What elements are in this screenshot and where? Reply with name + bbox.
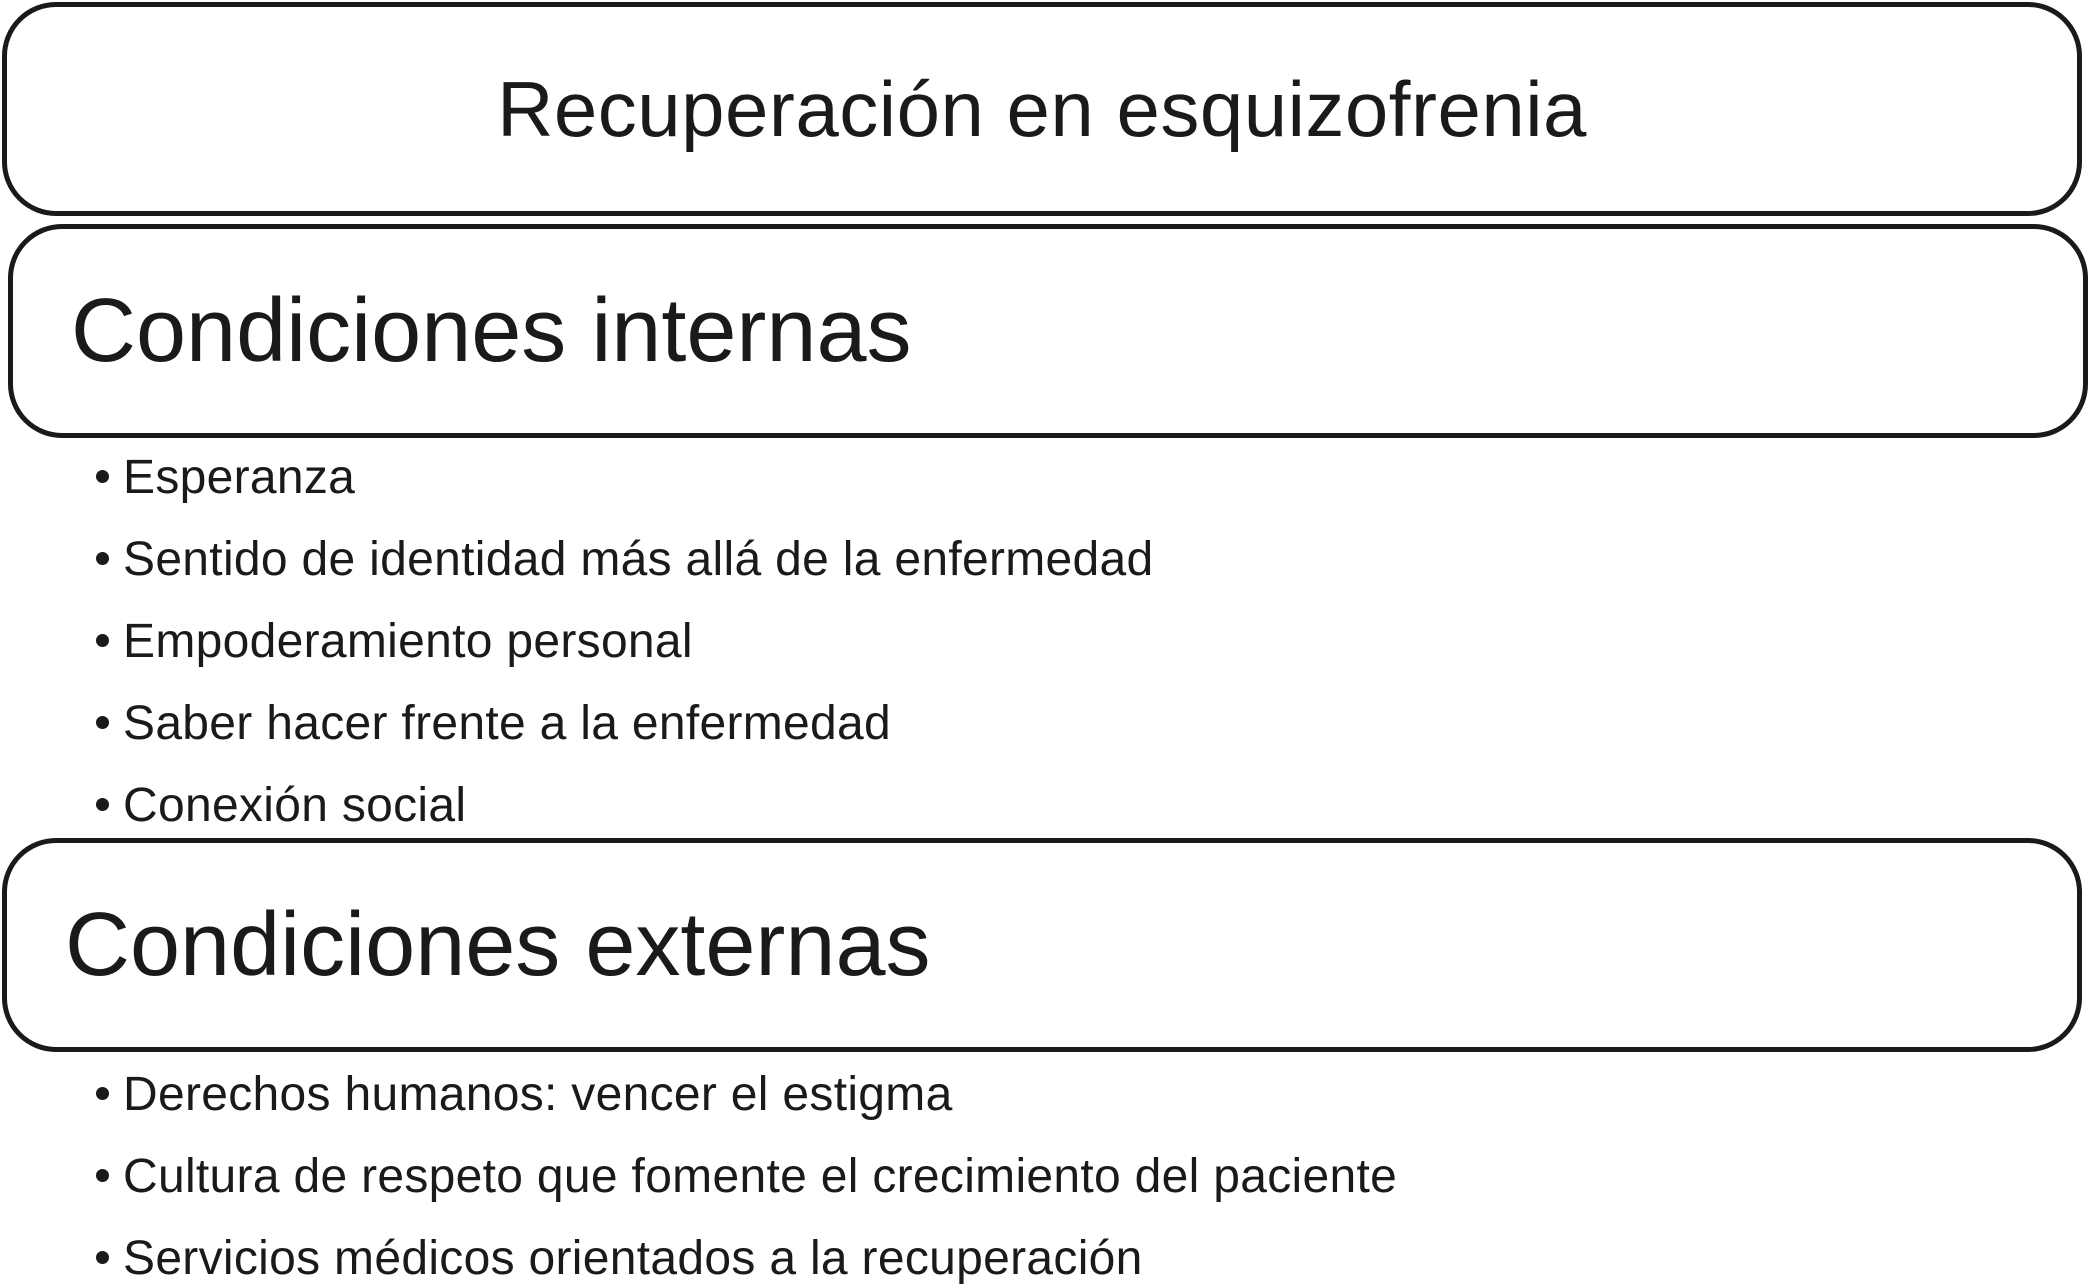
- bullet-icon: [96, 716, 109, 729]
- list-item: Conexión social: [96, 778, 466, 834]
- bullet-icon: [96, 634, 109, 647]
- list-item: Servicios médicos orientados a la recuperación: [96, 1231, 1143, 1287]
- internal-conditions-box: [8, 224, 2088, 438]
- title-box: [2, 2, 2082, 216]
- bullet-icon: [96, 1087, 109, 1100]
- list-item: Empoderamiento personal: [96, 614, 693, 670]
- internal-conditions-heading: Condiciones internas: [71, 280, 912, 381]
- diagram-title: Recuperación en esquizofrenia: [497, 64, 1587, 153]
- bullet-icon: [96, 1169, 109, 1182]
- list-item: Saber hacer frente a la enfermedad: [96, 696, 891, 752]
- external-conditions-box: [2, 838, 2082, 1052]
- bullet-icon: [96, 798, 109, 811]
- external-conditions-heading: Condiciones externas: [65, 894, 931, 995]
- bullet-icon: [96, 470, 109, 483]
- list-item: Derechos humanos: vencer el estigma: [96, 1067, 953, 1123]
- bullet-icon: [96, 1251, 109, 1264]
- bullet-icon: [96, 552, 109, 565]
- list-item: Cultura de respeto que fomente el crecimiento del paciente: [96, 1149, 1397, 1205]
- list-item: Sentido de identidad más allá de la enfermedad: [96, 532, 1154, 588]
- list-item: Esperanza: [96, 450, 355, 506]
